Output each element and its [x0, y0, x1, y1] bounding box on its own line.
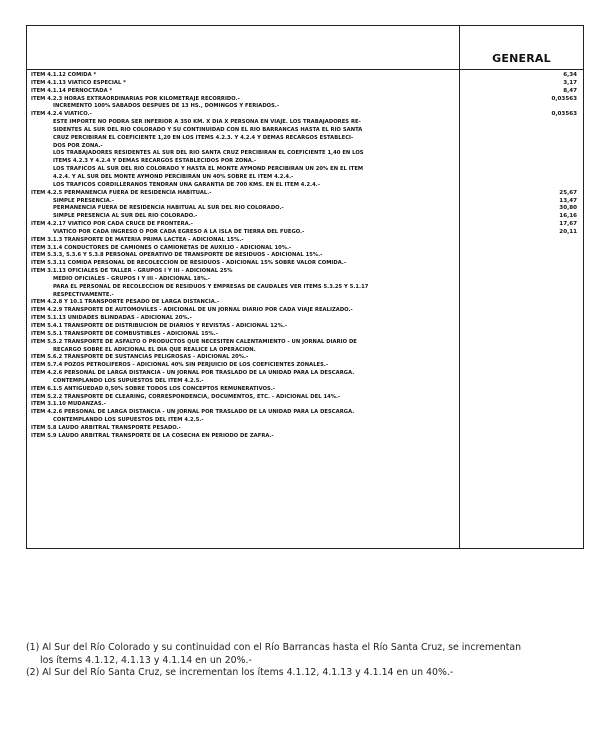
table-row	[27, 88, 583, 96]
row-description: ITEM 5.5.1 TRANSPORTE DE COMBUSTIBLES - ADICIONAL 15%.-	[31, 330, 218, 337]
table-row	[27, 245, 583, 253]
header-divider	[27, 69, 583, 70]
table-row	[27, 96, 583, 104]
table-rows	[27, 72, 583, 441]
row-description: ITEM 4.2.6 PERSONAL DE LARGA DISTANCIA - UN JORNAL POR TRASLADO DE LA UNIDAD PARA LA DESCARGA.	[31, 370, 355, 377]
row-description: ITEM 5.4.1 TRANSPORTE DE DISTRIBUCION DE DIARIOS Y REVISTAS - ADICIONAL 12%.-	[31, 323, 288, 329]
table-row	[27, 347, 583, 355]
table-row	[27, 166, 583, 174]
footnote-2: (2) Al Sur del Río Santa Cruz, se incrementan los ítems 4.1.12, 4.1.13 y 4.1.14 en un 40%.-	[26, 667, 454, 679]
table-row	[27, 72, 583, 80]
row-description: ITEM 5.7.4 POZOS PETROLIFEROS - ADICIONAL 40% SIN PERJUICIO DE LOS COEFICIENTES ZONALES.-	[31, 362, 329, 369]
row-description: ITEM 4.2.6 PERSONAL DE LARGA DISTANCIA - UN JORNAL POR TRASLADO DE LA UNIDAD PARA LA DESCARGA.	[31, 409, 355, 416]
row-value: 0,03563	[551, 111, 577, 118]
row-description: ITEM 6.1.5 ANTIGUEDAD 0,50% SOBRE TODOS LOS CONCEPTOS REMUNERATIVOS.-	[31, 385, 276, 392]
row-description: ITEM 4.2.4 VIATICO.-	[31, 111, 92, 118]
table-row	[27, 229, 583, 237]
table-row	[27, 205, 583, 213]
table-row	[27, 143, 583, 151]
row-description: SIDENTES AL SUR DEL RIO COLORADO Y SU CONTINUIDAD CON EL RIO BARRANCAS HASTA EL RIO SANTA	[53, 126, 363, 133]
row-description: DOS POR ZONA.-	[53, 142, 103, 149]
row-description: ITEM 3.1.3 TRANSPORTE DE MATERIA PRIMA LACTEA - ADICIONAL 15%.-	[31, 236, 244, 243]
row-description: ITEM 4.1.13 VIATICO ESPECIAL *	[31, 79, 126, 86]
table-row	[27, 119, 583, 127]
row-value: 20,11	[559, 228, 577, 235]
row-description: ITEM 5.8 LAUDO ARBITRAL TRANSPORTE PESADO.-	[31, 424, 181, 431]
row-description: SIMPLE PRESENCIA AL SUR DEL RIO COLORADO.-	[53, 213, 198, 220]
row-value: 0,03563	[551, 95, 577, 102]
row-description: VIATICO POR CADA INGRESO O POR CADA EGRESO A LA ISLA DE TIERRA DEL FUEGO.-	[53, 228, 305, 235]
row-description: ITEM 5.9 LAUDO ARBITRAL TRANSPORTE DE LA COSECHA EN PERIODO DE ZAFRA.-	[31, 432, 274, 439]
table-row	[27, 409, 583, 417]
row-description: ITEM 5.5.2 TRANSPORTE DE ASFALTO O PRODUCTOS QUE NECESITEN CALENTAMIENTO - UN JORNAL DIARIO DE	[31, 338, 357, 345]
table-row	[27, 276, 583, 284]
table-row	[27, 237, 583, 245]
row-value: 6,34	[563, 72, 577, 78]
row-description: LOS TRAFICOS AL SUR DEL RIO COLORADO Y HASTA EL MONTE AYMOND PERCIBIRAN UN 20% EN EL ITEM	[53, 166, 364, 173]
table-row	[27, 80, 583, 88]
table-row	[27, 150, 583, 158]
table-row	[27, 370, 583, 378]
general-column-header: GENERAL	[492, 52, 551, 65]
salary-items-table	[26, 25, 584, 549]
row-description: PARA EL PERSONAL DE RECOLECCION DE RESIDUOS Y EMPRESAS DE CAUDALES VER ITEMS 5.3.25 Y 5.1.17	[53, 283, 369, 290]
table-row	[27, 425, 583, 433]
row-description: ITEM 5.1.13 UNIDADES BLINDADAS - ADICIONAL 20%.-	[31, 315, 192, 322]
row-description: ITEM 4.1.12 COMIDA *	[31, 72, 97, 78]
table-row	[27, 331, 583, 339]
table-row	[27, 315, 583, 323]
row-description: ITEM 4.2.17 VIATICO POR CADA CRUCE DE FRONTERA.-	[31, 221, 194, 228]
row-description: CRUZ PERCIBIRAN EL COEFICIENTE 1,20 EN LOS ITEMS 4.2.3. Y 4.2.4 Y DEMAS RECARGOS ESTABLECI-	[53, 134, 354, 141]
table-row	[27, 307, 583, 315]
table-row	[27, 401, 583, 409]
table-row	[27, 299, 583, 307]
row-description: ESTE IMPORTE NO PODRA SER INFERIOR A 350 KM. X DIA X PERSONA EN VIAJE. LOS TRABAJADORES RE-	[53, 119, 361, 126]
row-description: ITEM 3.1.10 MUDANZAS.-	[31, 401, 106, 408]
row-value: 16,16	[559, 213, 577, 220]
row-description: ITEM 5.6.2 TRANSPORTE DE SUSTANCIAS PELIGROSAS - ADICIONAL 20%.-	[31, 354, 249, 361]
table-row	[27, 158, 583, 166]
row-description: ITEM 3.1.4 CONDUCTORES DE CAMIONES O CAMIONETAS DE AUXILIO - ADICIONAL 10%.-	[31, 244, 292, 251]
row-description: CONTEMPLANDO LOS SUPUESTOS DEL ITEM 4.2.5.-	[53, 377, 204, 384]
row-description: ITEM 5.3.3, 5.3.6 Y 5.3.8 PERSONAL OPERATIVO DE TRANSPORTE DE RESIDUOS - ADICIONAL 15%.-	[31, 252, 323, 259]
table-row	[27, 127, 583, 135]
row-description: ITEM 4.2.3 HORAS EXTRAORDINARIAS POR KILOMETRAJE RECORRIDO.-	[31, 95, 240, 102]
table-row	[27, 386, 583, 394]
row-description: LOS TRAFICOS CORDILLERANOS TENDRAN UNA GARANTIA DE 700 KMS. EN EL ITEM 4.2.4.-	[53, 181, 321, 188]
table-row	[27, 252, 583, 260]
row-description: INCREMENTO 100% SABADOS DESPUES DE 13 HS., DOMINGOS Y FERIADOS.-	[53, 103, 280, 110]
row-description: PERMANENCIA FUERA DE RESIDENCIA HABITUAL AL SUR DEL RIO COLORADO.-	[53, 205, 284, 212]
table-row	[27, 433, 583, 441]
row-description: RECARGO SOBRE EL ADICIONAL EL DIA QUE REALICE LA OPERACION.	[53, 346, 256, 353]
row-description: ITEM 4.1.14 PERNOCTADA *	[31, 87, 113, 94]
table-row	[27, 284, 583, 292]
table-row	[27, 111, 583, 119]
row-value: 25,67	[559, 189, 577, 196]
row-description: ITEM 3.1.13 OFICIALES DE TALLER - GRUPOS I Y III - ADICIONAL 25%	[31, 268, 233, 275]
table-row	[27, 260, 583, 268]
table-row	[27, 190, 583, 198]
table-row	[27, 221, 583, 229]
table-row	[27, 135, 583, 143]
row-description: ITEM 5.3.11 COMIDA PERSONAL DE RECOLECCION DE RESIDUOS - ADICIONAL 15% SOBRE VALOR COMIDA.-	[31, 260, 347, 267]
row-description: ITEM 4.2.8 Y 10.1 TRANSPORTE PESADO DE LARGA DISTANCIA.-	[31, 299, 220, 306]
table-row	[27, 354, 583, 362]
table-row	[27, 378, 583, 386]
row-description: SIMPLE PRESENCIA.-	[53, 197, 115, 204]
row-value: 8,47	[563, 87, 577, 94]
row-description: ITEM 5.2.2 TRANSPORTE DE CLEARING, CORRESPONDENCIA, DOCUMENTOS, ETC. - ADICIONAL DEL 14%.-	[31, 393, 341, 400]
table-row	[27, 323, 583, 331]
row-description: ITEM 4.2.5 PERMANENCIA FUERA DE RESIDENCIA HABITUAL.-	[31, 189, 212, 196]
row-value: 3,17	[563, 79, 577, 86]
row-description: CONTEMPLANDO LOS SUPUESTOS DEL ITEM 4.2.5.-	[53, 417, 204, 424]
table-row	[27, 362, 583, 370]
row-description: 4.2.4. Y AL SUR DEL MONTE AYMOND PERCIBIRAN UN 40% SOBRE EL ITEM 4.2.4.-	[53, 173, 294, 180]
table-row	[27, 417, 583, 425]
table-row	[27, 198, 583, 206]
table-row	[27, 213, 583, 221]
table-row	[27, 182, 583, 190]
table-row	[27, 339, 583, 347]
table-row	[27, 292, 583, 300]
row-description: ITEM 4.2.9 TRANSPORTE DE AUTOMOVILES - ADICIONAL DE UN JORNAL DIARIO POR CADA VIAJE REALIZADO.-	[31, 307, 353, 314]
row-value: 30,80	[559, 205, 577, 212]
table-row	[27, 174, 583, 182]
table-row	[27, 268, 583, 276]
footnote-1-continuation: los ítems 4.1.12, 4.1.13 y 4.1.14 en un 20%.-	[40, 654, 252, 666]
row-description: ITEMS 4.2.3 Y 4.2.4 Y DEMAS RECARGOS ESTABLECIDOS POR ZONA.-	[53, 158, 257, 165]
footnotes	[26, 642, 596, 680]
row-description: RESPECTIVAMENTE.-	[53, 291, 114, 298]
row-value: 17,67	[559, 221, 577, 228]
row-value: 13,47	[559, 197, 577, 204]
footnote-1: (1) Al Sur del Río Colorado y su continuidad con el Río Barrancas hasta el Río Santa Cruz, se incrementan	[26, 642, 522, 653]
table-row	[27, 394, 583, 402]
row-description: MEDIO OFICIALES - GRUPOS I Y III - ADICIONAL 18%.-	[53, 275, 211, 282]
row-description: LOS TRABAJADORES RESIDENTES AL SUR DEL RIO SANTA CRUZ PERCIBIRAN EL COEFICIENTE 1,40 EN LOS	[53, 150, 364, 157]
table-row	[27, 103, 583, 111]
